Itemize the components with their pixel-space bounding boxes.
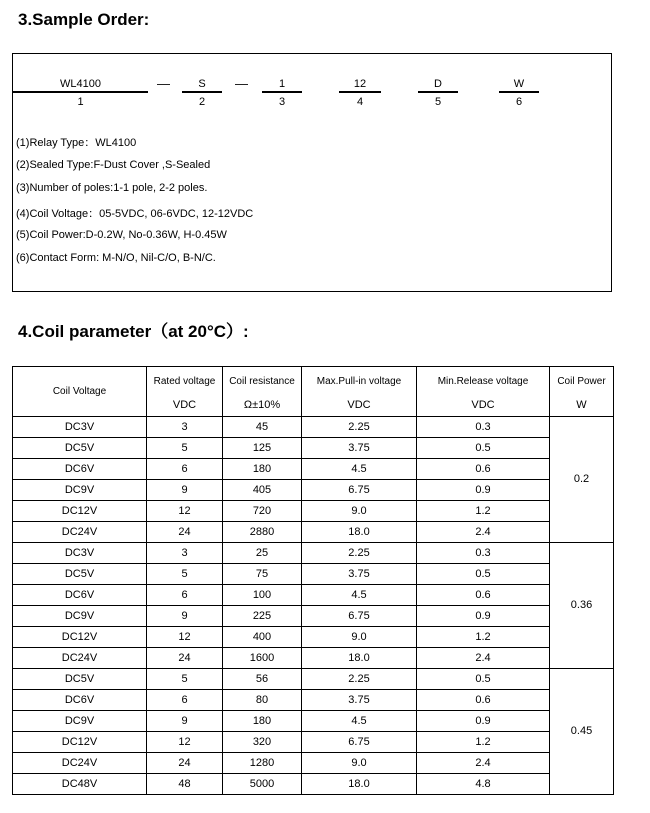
cell-max-pull-in: 6.75 (302, 732, 417, 753)
order-code-part (339, 78, 381, 109)
unit-max-pull-in: VDC (302, 395, 417, 417)
order-code-part (182, 78, 222, 109)
cell-rated-voltage: 6 (147, 459, 223, 480)
part-number: 1 (77, 96, 84, 108)
cell-coil-resistance: 225 (223, 606, 302, 627)
table-row (13, 648, 614, 669)
cell-coil-resistance: 56 (223, 669, 302, 690)
cell-coil-voltage: DC6V (13, 690, 147, 711)
header-rated-voltage: Rated voltage (147, 367, 223, 396)
cell-coil-resistance: 45 (223, 417, 302, 438)
cell-coil-voltage: DC3V (13, 417, 147, 438)
part-value: 12 (339, 78, 381, 93)
table-row (13, 522, 614, 543)
cell-coil-resistance: 400 (223, 627, 302, 648)
cell-coil-resistance: 1280 (223, 753, 302, 774)
table-row (13, 417, 614, 438)
cell-min-release: 1.2 (417, 501, 550, 522)
cell-min-release: 0.6 (417, 585, 550, 606)
cell-min-release: 0.9 (417, 711, 550, 732)
cell-coil-resistance: 1600 (223, 648, 302, 669)
cell-rated-voltage: 5 (147, 564, 223, 585)
order-code-part (418, 78, 458, 109)
table-row (13, 774, 614, 795)
cell-min-release: 0.5 (417, 564, 550, 585)
part-value: 1 (262, 78, 302, 93)
cell-max-pull-in: 3.75 (302, 438, 417, 459)
description-line: (3)Number of poles:1-1 pole, 2-2 poles. (16, 182, 208, 194)
cell-coil-power: 0.36 (550, 543, 614, 669)
cell-coil-voltage: DC48V (13, 774, 147, 795)
cell-rated-voltage: 24 (147, 522, 223, 543)
order-code-part (13, 78, 148, 109)
header-coil-resistance: Coil resistance (223, 367, 302, 396)
cell-rated-voltage: 24 (147, 753, 223, 774)
cell-coil-voltage: DC24V (13, 522, 147, 543)
cell-min-release: 0.3 (417, 417, 550, 438)
header-max-pull-in: Max.Pull-in voltage (302, 367, 417, 396)
part-number: 3 (278, 96, 286, 108)
table-row (13, 585, 614, 606)
cell-rated-voltage: 12 (147, 627, 223, 648)
cell-coil-voltage: DC24V (13, 648, 147, 669)
table-row (13, 606, 614, 627)
table-header-row (13, 367, 614, 396)
part-value: WL4100 (13, 78, 148, 93)
cell-coil-voltage: DC12V (13, 501, 147, 522)
part-number: 4 (356, 96, 364, 108)
table-row (13, 438, 614, 459)
cell-coil-voltage: DC12V (13, 732, 147, 753)
order-code-part (499, 78, 539, 109)
cell-coil-voltage: DC5V (13, 669, 147, 690)
cell-rated-voltage: 9 (147, 711, 223, 732)
cell-max-pull-in: 4.5 (302, 585, 417, 606)
cell-min-release: 0.6 (417, 459, 550, 480)
cell-coil-voltage: DC5V (13, 438, 147, 459)
cell-max-pull-in: 9.0 (302, 753, 417, 774)
sample-order-heading: 3.Sample Order: (18, 10, 150, 29)
cell-rated-voltage: 3 (147, 417, 223, 438)
table-row (13, 501, 614, 522)
part-value: W (499, 78, 539, 93)
cell-coil-resistance: 180 (223, 711, 302, 732)
table-row (13, 690, 614, 711)
cell-coil-resistance: 125 (223, 438, 302, 459)
coil-parameter-heading: 4.Coil parameter（at 20°C）: (18, 322, 249, 341)
cell-max-pull-in: 2.25 (302, 543, 417, 564)
cell-coil-voltage: DC12V (13, 627, 147, 648)
table-row (13, 480, 614, 501)
cell-min-release: 0.5 (417, 438, 550, 459)
cell-max-pull-in: 4.5 (302, 711, 417, 732)
cell-coil-voltage: DC9V (13, 606, 147, 627)
cell-coil-voltage: DC5V (13, 564, 147, 585)
cell-min-release: 2.4 (417, 522, 550, 543)
cell-max-pull-in: 4.5 (302, 459, 417, 480)
header-coil-power: Coil Power (550, 367, 614, 396)
cell-min-release: 0.5 (417, 669, 550, 690)
cell-max-pull-in: 9.0 (302, 501, 417, 522)
table-row (13, 564, 614, 585)
description-line: (1)Relay Type：WL4100 (16, 137, 137, 149)
cell-min-release: 2.4 (417, 648, 550, 669)
part-value: S (182, 78, 222, 93)
cell-rated-voltage: 6 (147, 585, 223, 606)
table-row (13, 459, 614, 480)
cell-max-pull-in: 18.0 (302, 648, 417, 669)
header-coil-voltage: Coil Voltage (13, 367, 147, 417)
cell-rated-voltage: 5 (147, 669, 223, 690)
unit-coil-resistance: Ω±10% (223, 395, 302, 417)
part-number: 2 (198, 96, 206, 108)
cell-min-release: 0.6 (417, 690, 550, 711)
part-number: 6 (515, 96, 523, 108)
cell-coil-power: 0.2 (550, 417, 614, 543)
cell-max-pull-in: 6.75 (302, 480, 417, 501)
cell-coil-resistance: 75 (223, 564, 302, 585)
cell-rated-voltage: 9 (147, 606, 223, 627)
cell-coil-resistance: 80 (223, 690, 302, 711)
table-row (13, 543, 614, 564)
cell-coil-power: 0.45 (550, 669, 614, 795)
cell-rated-voltage: 12 (147, 501, 223, 522)
unit-min-release: VDC (417, 395, 550, 417)
cell-min-release: 0.9 (417, 606, 550, 627)
cell-min-release: 1.2 (417, 732, 550, 753)
separator-dash: — (157, 76, 170, 91)
cell-max-pull-in: 18.0 (302, 522, 417, 543)
cell-coil-resistance: 720 (223, 501, 302, 522)
cell-coil-voltage: DC9V (13, 711, 147, 732)
description-line: (4)Coil Voltage：05-5VDC, 06-6VDC, 12-12VDC (16, 208, 254, 220)
cell-rated-voltage: 5 (147, 438, 223, 459)
cell-max-pull-in: 3.75 (302, 690, 417, 711)
unit-rated-voltage: VDC (147, 395, 223, 417)
cell-min-release: 4.8 (417, 774, 550, 795)
cell-coil-resistance: 25 (223, 543, 302, 564)
header-min-release: Min.Release voltage (417, 367, 550, 396)
cell-coil-resistance: 100 (223, 585, 302, 606)
table-row (13, 627, 614, 648)
coil-parameter-table (12, 366, 614, 795)
cell-coil-voltage: DC6V (13, 585, 147, 606)
cell-min-release: 2.4 (417, 753, 550, 774)
cell-coil-resistance: 405 (223, 480, 302, 501)
cell-min-release: 0.9 (417, 480, 550, 501)
cell-rated-voltage: 6 (147, 690, 223, 711)
cell-coil-resistance: 5000 (223, 774, 302, 795)
table-row (13, 732, 614, 753)
cell-min-release: 1.2 (417, 627, 550, 648)
cell-rated-voltage: 9 (147, 480, 223, 501)
cell-max-pull-in: 6.75 (302, 606, 417, 627)
cell-coil-voltage: DC24V (13, 753, 147, 774)
unit-coil-power: W (550, 395, 614, 417)
order-code-part (262, 78, 302, 109)
cell-max-pull-in: 3.75 (302, 564, 417, 585)
cell-coil-voltage: DC3V (13, 543, 147, 564)
cell-max-pull-in: 2.25 (302, 417, 417, 438)
cell-rated-voltage: 12 (147, 732, 223, 753)
sample-order-box (12, 53, 612, 292)
cell-coil-resistance: 180 (223, 459, 302, 480)
part-number: 5 (434, 96, 442, 108)
table-row (13, 669, 614, 690)
cell-max-pull-in: 9.0 (302, 627, 417, 648)
cell-coil-resistance: 2880 (223, 522, 302, 543)
table-row (13, 711, 614, 732)
cell-max-pull-in: 2.25 (302, 669, 417, 690)
table-row (13, 753, 614, 774)
description-line: (2)Sealed Type:F-Dust Cover ,S-Sealed (16, 159, 211, 171)
cell-rated-voltage: 48 (147, 774, 223, 795)
part-value: D (418, 78, 458, 93)
cell-coil-voltage: DC9V (13, 480, 147, 501)
separator-dash: — (235, 76, 248, 91)
cell-rated-voltage: 24 (147, 648, 223, 669)
description-line: (5)Coil Power:D-0.2W, No-0.36W, H-0.45W (16, 229, 227, 241)
cell-coil-resistance: 320 (223, 732, 302, 753)
cell-max-pull-in: 18.0 (302, 774, 417, 795)
cell-rated-voltage: 3 (147, 543, 223, 564)
description-line: (6)Contact Form: M-N/O, Nil-C/O, B-N/C. (16, 252, 216, 264)
cell-coil-voltage: DC6V (13, 459, 147, 480)
cell-min-release: 0.3 (417, 543, 550, 564)
